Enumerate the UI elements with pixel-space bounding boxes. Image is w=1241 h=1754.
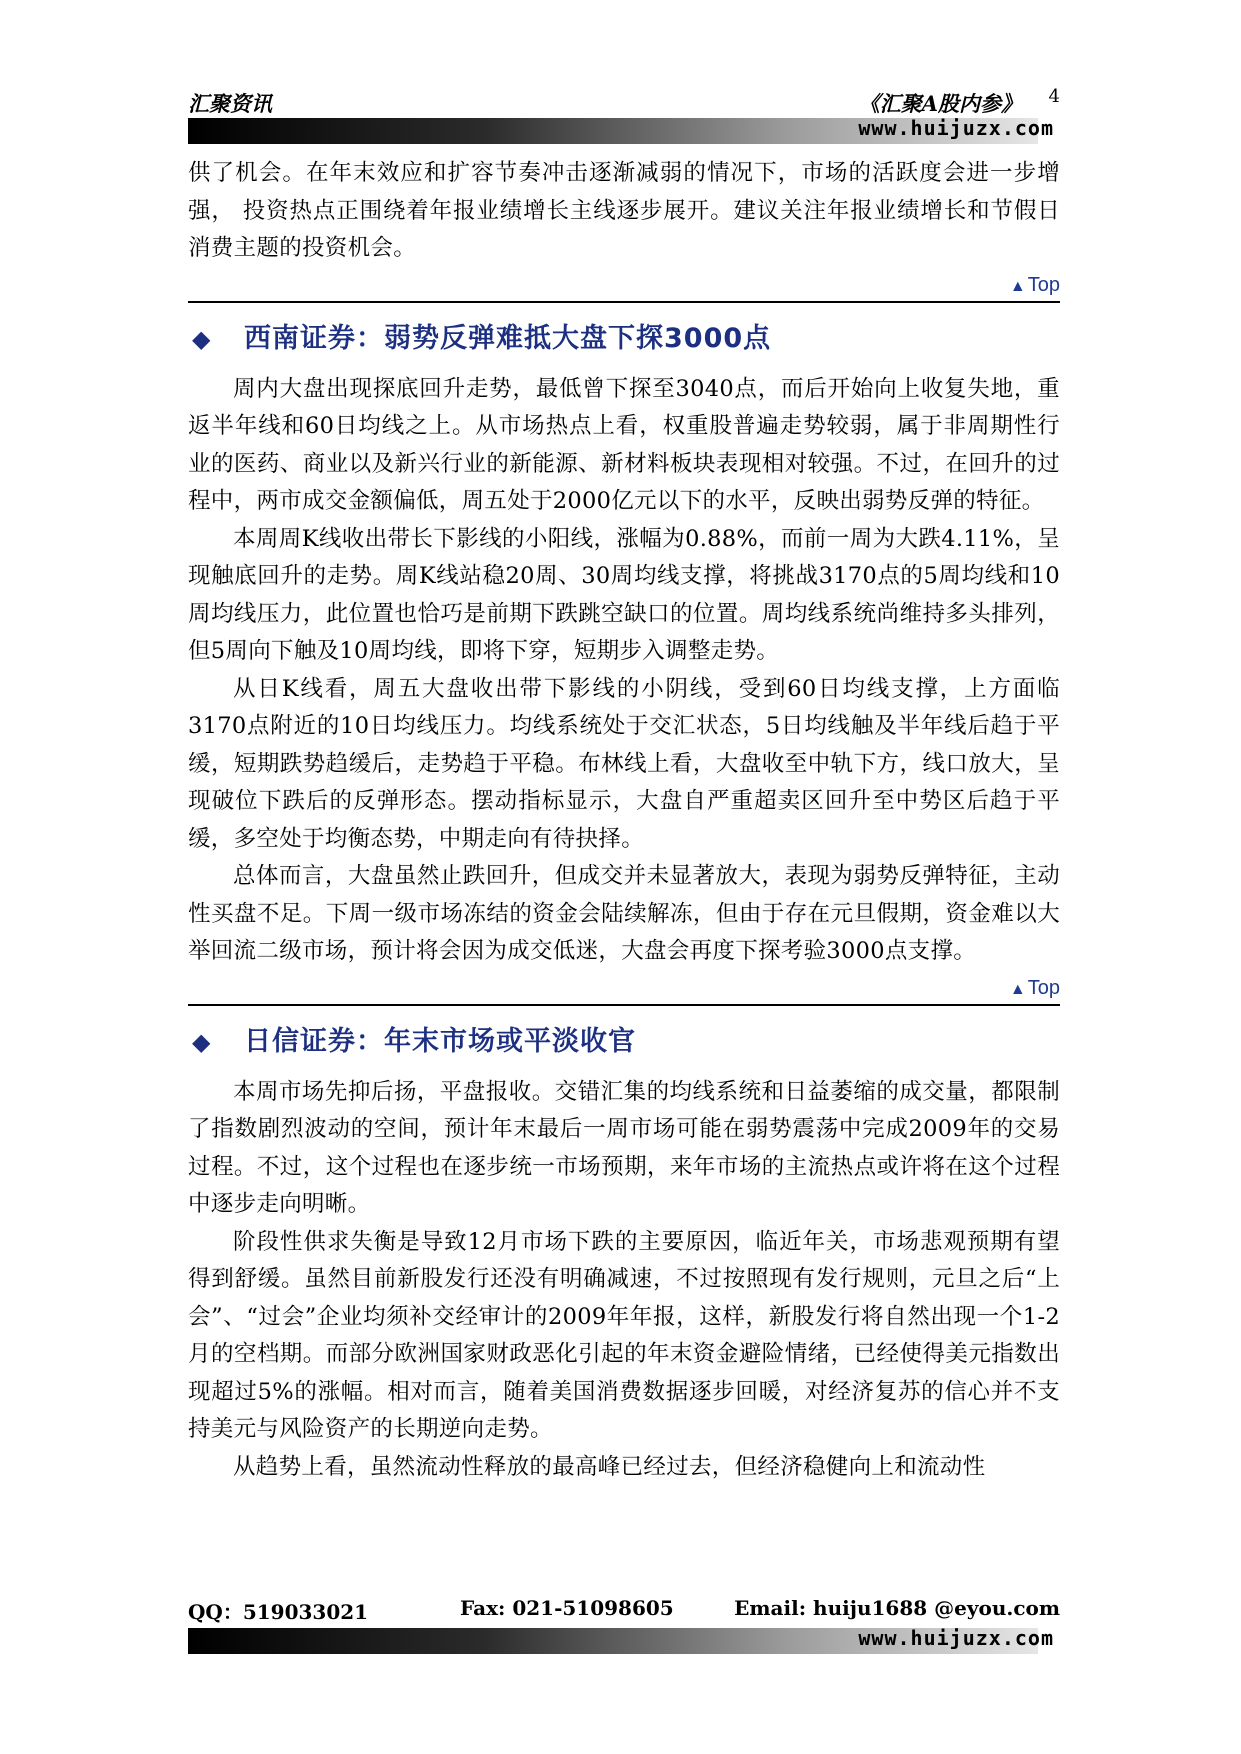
top-link-label: Top — [1027, 273, 1060, 296]
page-footer — [188, 1596, 1060, 1666]
section-divider — [188, 301, 1060, 303]
diamond-bullet-icon: ◆ — [192, 1027, 211, 1056]
section-paragraph: 阶段性供求失衡是导致12月市场下跌的主要原因，临近年关，市场悲观预期有望得到舒缓。虽然目前新股发行还没有明确减速，不过按照现有发行规则，元旦之后“上会”、“过会”企业均须补交经审计的2009年年报，这样，新股发行将自然出现一个1-2月的空档期。而部分欧洲国家财政恶化引起的年末资金避险情绪，已经使得美元指数出现超过5%的涨幅。相对而言，随着美国消费数据逐步回暖，对经济复苏的信心并不支持美元与风险资产的长期逆向走势。 — [188, 1228, 1060, 1442]
up-triangle-icon: ▲ — [1009, 980, 1026, 998]
section-paragraph: 周内大盘出现探底回升走势，最低曾下探至3040点，而后开始向上收复失地，重返半年线和60日均线之上。从市场热点上看，权重股普遍走势较弱，属于非周期性行业的医药、商业以及新兴行业的新能源、新材料板块表现相对较强。不过，在回升的过程中，两市成交金额偏低，周五处于2000亿元以下的水平，反映出弱势反弹的特征。 — [188, 375, 1060, 514]
section-heading — [188, 1012, 1060, 1072]
diamond-bullet-icon: ◆ — [192, 324, 211, 353]
section-heading — [188, 309, 1060, 369]
top-link-label: Top — [1027, 976, 1060, 999]
section-divider — [188, 1004, 1060, 1006]
intro-paragraph: 供了机会。在年末效应和扩容节奏冲击逐渐减弱的情况下，市场的活跃度会进一步增强， 投资热点正围绕着年报业绩增长主线逐步展开。建议关注年报业绩增长和节假日消费主题的投资机会。 — [188, 160, 1060, 261]
section-paragraph: 本周市场先抑后扬，平盘报收。交错汇集的均线系统和日益萎缩的成交量，都限制了指数剧烈波动的空间，预计年末最后一周市场可能在弱势震荡中完成2009年的交易过程。不过，这个过程也在逐步统一市场预期，来年市场的主流热点或许将在这个过程中逐步走向明晰。 — [188, 1078, 1060, 1217]
header-brand: 汇聚资讯 — [188, 91, 272, 116]
header-website[interactable]: www.huijuzx.com — [858, 116, 1054, 140]
header-publication-title: 《汇聚A股内参》 — [858, 91, 1022, 116]
up-triangle-icon: ▲ — [1009, 277, 1026, 295]
page-header — [188, 88, 1060, 148]
section-paragraph: 从趋势上看，虽然流动性释放的最高峰已经过去，但经济稳健向上和流动性 — [233, 1453, 986, 1480]
footer-email[interactable]: Email: huiju1688 @eyou.com — [734, 1596, 1060, 1620]
footer-qq: QQ：519033021 — [188, 1600, 369, 1624]
footer-website[interactable]: www.huijuzx.com — [858, 1626, 1054, 1650]
page-number: 4 — [1048, 86, 1060, 107]
main-content — [188, 155, 1060, 1486]
section-paragraph: 本周周K线收出带长下影线的小阳线，涨幅为0.88%，而前一周为大跌4.11%，呈现触底回升的走势。周K线站稳20周、30周均线支撑，将挑战3170点的5周均线和10周均线压力，此位置也恰巧是前期下跌跳空缺口的位置。周均线系统尚维持多头排列，但5周向下触及10周均线，即将下穿，短期步入调整走势。 — [188, 525, 1060, 664]
top-link[interactable] — [188, 272, 1060, 298]
top-link[interactable] — [188, 975, 1060, 1001]
section-paragraph: 从日K线看，周五大盘收出带下影线的小阴线，受到60日均线支撑，上方面临3170点附近的10日均线压力。均线系统处于交汇状态，5日均线触及半年线后趋于平缓，短期跌势趋缓后，走势趋于平稳。布林线上看，大盘收至中轨下方，线口放大，呈现破位下跌后的反弹形态。摆动指标显示，大盘自严重超卖区回升至中势区后趋于平缓，多空处于均衡态势，中期走向有待抉择。 — [188, 675, 1060, 852]
footer-fax: Fax: 021-51098605 — [460, 1596, 674, 1620]
section-paragraph: 总体而言，大盘虽然止跌回升，但成交并未显著放大，表现为弱势反弹特征，主动性买盘不足。下周一级市场冻结的资金会陆续解冻，但由于存在元旦假期，资金难以大举回流二级市场，预计将会因为成交低迷，大盘会再度下探考验3000点支撑。 — [188, 863, 1060, 964]
section-title: 西南证券：弱势反弹难抵大盘下探3000点 — [244, 322, 772, 354]
section-title: 日信证券：年末市场或平淡收官 — [244, 1025, 636, 1057]
